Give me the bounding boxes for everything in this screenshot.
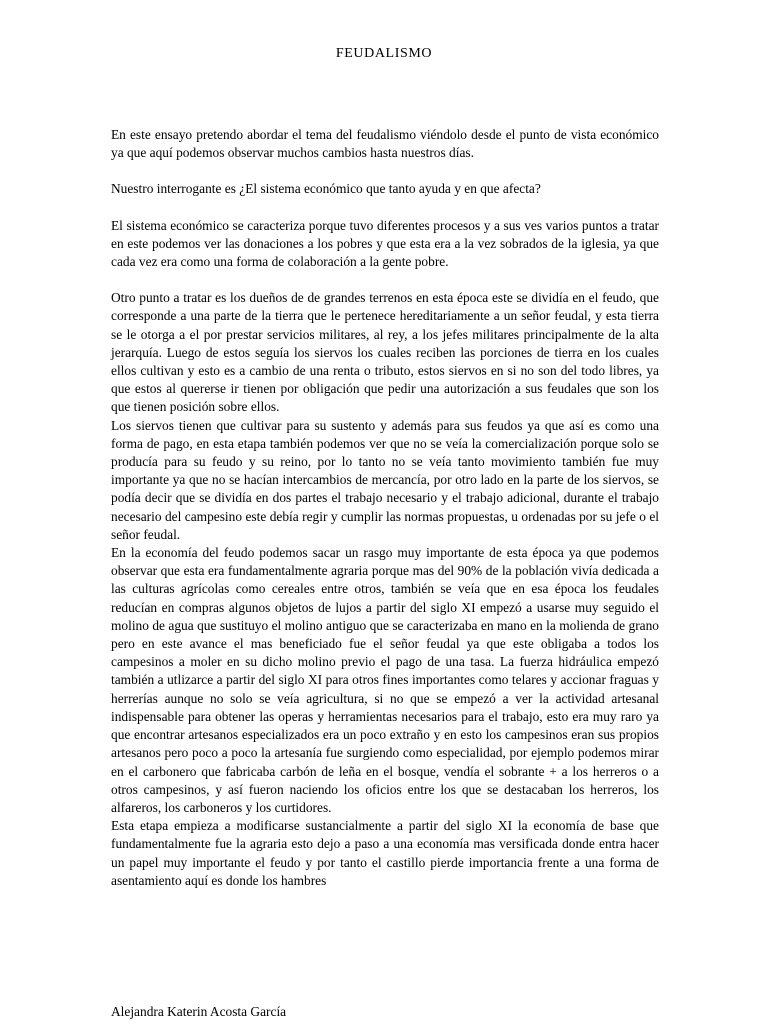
paragraph-transition: Esta etapa empieza a modificarse sustancialmente a partir del siglo XI la economía de base que fundamentalmente fue la agraria esto dejo a paso a una economía mas versificada donde entra hacer un papel muy importante el feudo y por tanto el castillo pierde importancia frente a una forma de asentamiento aquí es donde los hambres: [111, 818, 659, 888]
paragraph-intro: En este ensayo pretendo abordar el tema del feudalismo viéndolo desde el punto de vista económico ya que aquí podemos observar muchos cambios hasta nuestros días.: [111, 127, 659, 161]
author-name: Alejandra Katerin Acosta García: [111, 1004, 287, 1019]
paragraph-landowners: Otro punto a tratar es los dueños de de grandes terrenos en esta época este se dividía en el feudo, que corresponde a una parte de la tierra que le pertenece hereditariamente a un señor feudal, y esta tierra se le otorga a el por prestar servicios militares, al rey, a los jefes militares principalmente de la alta jerarquía. Luego de estos seguía los siervos los cuales reciben las porciones de tierra en los cuales ellos cultivan y esto es a cambio de una renta o tributo, estos siervos en si no son del todo libres, ya que estos al quererse ir tienen por obligación que pedir una autorización a sus feudales que son los que tienen posición sobre ellos.: [111, 290, 659, 415]
document-body: [111, 126, 659, 890]
paragraph-feudal-economy: En la economía del feudo podemos sacar un rasgo muy importante de esta época ya que podemos observar que esta era fundamentalmente agraria porque mas del 90% de la población vivía dedicada a las culturas agrícolas como cereales entre otros, también se veía que en esa época los feudales reducían en compras algunos objetos de lujos a partir del siglo XI empezó a usarse muy seguido el molino de agua que sustituyo el molino antiguo que se caracterizaba en mano en la molienda de grano pero en este avance el mas beneficiado fue el señor feudal ya que este obligaba a todos los campesinos a moler en su dicho molino previo el pago de una tasa. La fuerza hidráulica empezó también a utlizarce a partir del siglo XI para otros fines importantes como telares y accionar fraguas y herrerías aunque no solo se veía agricultura, si no que se empezó a ver la actividad artesanal indispensable para obtener las operas y herramientas necesarios para el trabajo, esto era muy raro ya que encontrar artesanos especializados era un poco extraño y en esto los campesinos eran sus propios artesanos pero poco a poco la artesanía fue surgiendo como especialidad, por ejemplo podemos mirar en el carbonero que fabricaba carbón de leña en el bosque, vendía el sobrante + a los herreros o a otros campesinos, y así fueron naciendo los oficios entre los que se destacaban los herreros, los alfareros, los carboneros y los curtidores.: [111, 545, 659, 815]
paragraph-economic-system: El sistema económico se caracteriza porque tuvo diferentes procesos y a sus ves varios puntos a tratar en este podemos ver las donaciones a los pobres y que esta era a la vez sobrados de la iglesia, ya que cada vez era como una forma de colaboración a la gente pobre.: [111, 217, 659, 270]
document-title: FEUDALISMO: [335, 46, 433, 61]
paragraph-serfs: Los siervos tienen que cultivar para su sustento y además para sus feudos ya que así es como una forma de pago, en esta etapa también podemos ver que no se veía la comercialización porque solo se producía para su feudo y su reino, por lo tanto no se veía tanto movimiento también fue muy importante ya que no se hacían intercambios de mercancía, por otro lado en la parte de los siervos, se podía decir que se dividía en dos partes el trabajo necesario y el trabajo adicional, durante el trabajo necesario del campesino este debía regir y cumplir las normas propuestas, u ordenadas por su jefe o el señor feudal.: [111, 417, 659, 542]
paragraph-question: Nuestro interrogante es ¿El sistema económico que tanto ayuda y en que afecta?: [111, 181, 541, 197]
